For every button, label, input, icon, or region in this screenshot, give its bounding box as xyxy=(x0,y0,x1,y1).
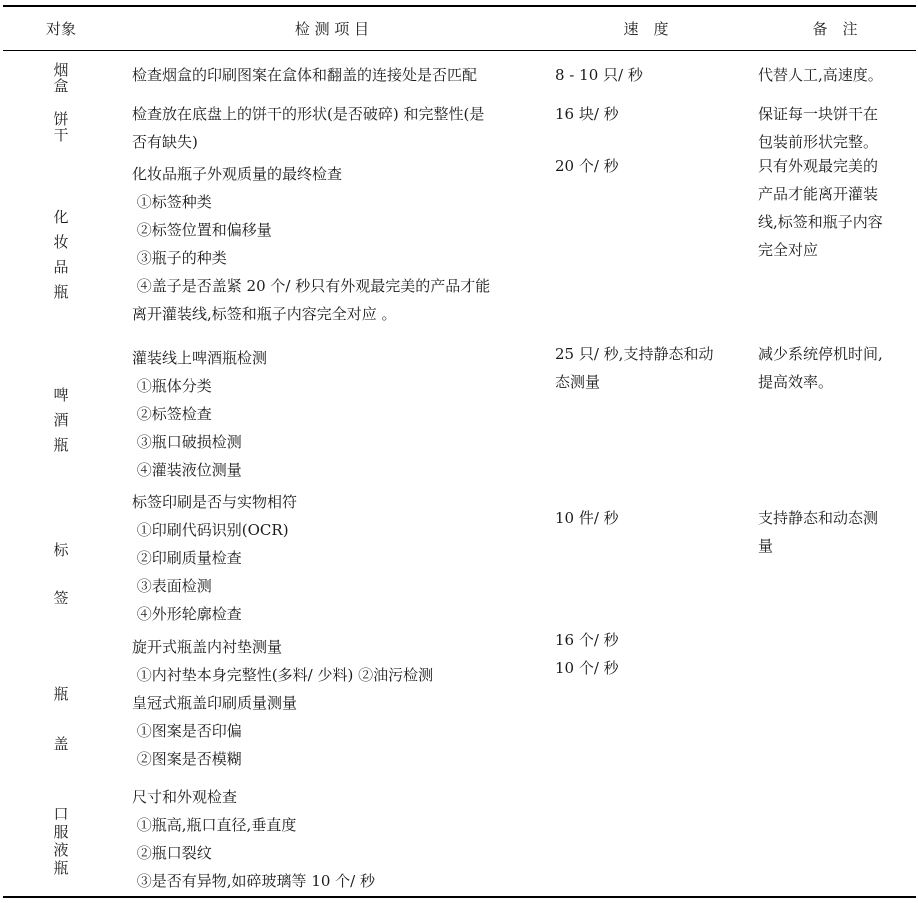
row-items: 灌装线上啤酒瓶检测 ①瓶体分类 ②标签检查 ③瓶口破损检测 ④灌装液位测量 xyxy=(132,349,268,479)
row-items: 检查烟盒的印刷图案在盒体和翻盖的连接处是否匹配 xyxy=(132,66,478,84)
header-items: 检 测 项 目 xyxy=(294,20,370,38)
row-object: 烟盒 xyxy=(53,61,69,95)
row-object: 标签 xyxy=(53,541,69,607)
row-object: 化妆品瓶 xyxy=(53,208,69,301)
row-notes: 保证每一块饼干在 包装前形状完整。 xyxy=(758,105,879,151)
row-items: 化妆品瓶子外观质量的最终检查 ①标签种类 ②标签位置和偏移量 ③瓶子的种类 ④盖子是否盖紧 20 个/ 秒只有外观最完美的产品才能 离开灌装线,标签和瓶子内容完全对应 。 xyxy=(132,165,491,323)
table-top-rule xyxy=(3,5,916,7)
table-bottom-rule xyxy=(3,896,916,898)
row-notes: 支持静态和动态测 量 xyxy=(758,509,879,555)
row-items: 检查放在底盘上的饼干的形状(是否破碎) 和完整性(是 否有缺失) xyxy=(132,105,485,151)
row-items: 标签印刷是否与实物相符 ①印刷代码识别(OCR) ②印刷质量检查 ③表面检测 ④外形轮廓检查 xyxy=(132,493,298,623)
row-object: 口服液瓶 xyxy=(53,805,69,877)
header-object: 对象 xyxy=(45,20,77,38)
header-speed: 速 度 xyxy=(623,20,669,38)
row-notes: 代替人工,高速度。 xyxy=(758,66,883,84)
table-header-rule xyxy=(3,50,916,51)
row-object: 瓶盖 xyxy=(53,685,69,753)
row-object: 饼干 xyxy=(53,110,69,144)
row-notes: 减少系统停机时间, 提高效率。 xyxy=(758,345,883,391)
row-speed: 16 块/ 秒 xyxy=(555,105,619,123)
row-speed: 25 只/ 秒,支持静态和动 态测量 xyxy=(555,345,714,391)
row-notes: 只有外观最完美的 产品才能离开灌装 线,标签和瓶子内容 完全对应 xyxy=(758,157,883,259)
header-notes: 备 注 xyxy=(812,20,858,38)
row-speed: 8 - 10 只/ 秒 xyxy=(555,66,643,84)
row-speed: 10 件/ 秒 xyxy=(555,509,619,527)
row-object: 啤酒瓶 xyxy=(53,386,69,454)
row-speed: 16 个/ 秒 10 个/ 秒 xyxy=(555,631,619,677)
row-speed: 20 个/ 秒 xyxy=(555,157,619,175)
row-items: 尺寸和外观检查 ①瓶高,瓶口直径,垂直度 ②瓶口裂纹 ③是否有异物,如碎玻璃等 10 个/ 秒 xyxy=(132,788,375,890)
row-items: 旋开式瓶盖内衬垫测量 ①内衬垫本身完整性(多料/ 少料) ②油污检测 皇冠式瓶盖印刷质量测量 ①图案是否印偏 ②图案是否模糊 xyxy=(132,638,434,768)
